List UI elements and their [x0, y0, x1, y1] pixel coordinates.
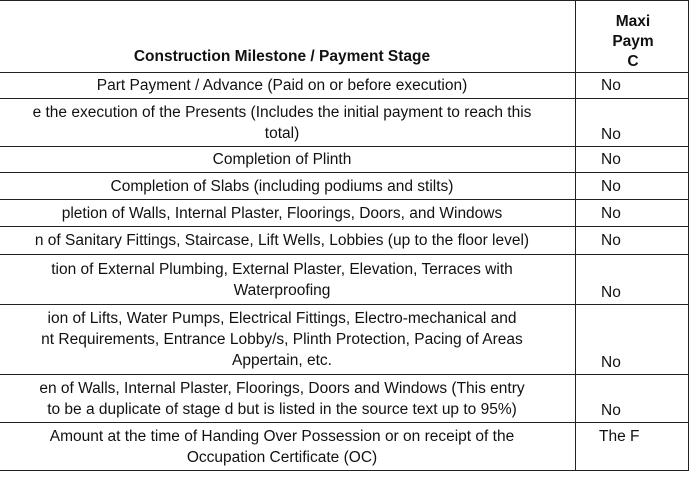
stage-cell	[0, 73, 576, 99]
stage-cell	[0, 375, 576, 423]
stage-text: Amount at the time of Handing Over Possession or on receipt of the	[49, 427, 515, 445]
stage-cell	[0, 200, 576, 227]
table-row	[0, 227, 689, 255]
stage-text: Occupation Certificate (OC)	[186, 448, 378, 466]
stage-text: total)	[264, 124, 300, 142]
table-row	[0, 375, 689, 423]
payment-header-line: Maxi	[615, 13, 651, 30]
table-row	[0, 255, 689, 305]
stage-text: nt Requirements, Entrance Lobby/s, Plinth Protection, Pacing of Areas	[41, 331, 523, 348]
table-row	[0, 423, 689, 471]
stage-text: Appertain, etc.	[232, 352, 332, 369]
stage-text: ion of Lifts, Water Pumps, Electrical Fittings, Electro-mechanical and	[47, 310, 517, 327]
stage-text: tion of External Plumbing, External Plaster, Elevation, Terraces with	[51, 260, 513, 278]
stage-cell	[0, 99, 576, 147]
table-row	[0, 99, 689, 147]
payment-cell: No	[576, 375, 689, 423]
stage-text: Completion of Plinth	[212, 151, 352, 168]
stage-cell	[0, 173, 576, 200]
payment-header-line: Paym	[612, 33, 654, 50]
table-row	[0, 200, 689, 227]
stage-cell	[0, 255, 576, 305]
stage-text: e the execution of the Presents (Includes the initial payment to reach this	[32, 103, 532, 121]
payment-header-line: C	[627, 53, 639, 70]
stage-text: pletion of Walls, Internal Plaster, Floorings, Doors, and Windows	[61, 204, 503, 222]
stage-text: en of Walls, Internal Plaster, Floorings, Doors and Windows (This entry	[39, 379, 525, 397]
table-row	[0, 147, 689, 173]
stage-text: Completion of Slabs (including podiums and stilts)	[110, 177, 454, 195]
stage-text: to be a duplicate of stage d but is listed in the source text up to 95%)	[47, 400, 517, 418]
stage-text: Waterproofing	[233, 281, 331, 299]
stage-cell	[0, 305, 576, 375]
table-header-row	[0, 1, 689, 73]
stage-column-header: Construction Milestone / Payment Stage	[0, 1, 576, 73]
table-row	[0, 305, 689, 375]
payment-cell: No	[576, 200, 689, 227]
payment-cell: No	[576, 305, 689, 375]
payment-cell: No	[576, 73, 689, 99]
stage-text: n of Sanitary Fittings, Staircase, Lift Wells, Lobbies (up to the floor level)	[34, 232, 530, 249]
stage-text: Part Payment / Advance (Paid on or before execution)	[96, 77, 468, 94]
payment-cell: No	[576, 173, 689, 200]
table-row	[0, 73, 689, 99]
payment-column-header	[576, 1, 689, 73]
payment-cell: No	[576, 147, 689, 173]
table-row	[0, 173, 689, 200]
payment-cell: No	[576, 99, 689, 147]
stage-cell	[0, 423, 576, 471]
stage-cell	[0, 147, 576, 173]
payment-cell: No	[576, 255, 689, 305]
payment-cell: No	[576, 227, 689, 255]
stage-cell	[0, 227, 576, 255]
payment-cell: The F	[576, 423, 689, 471]
